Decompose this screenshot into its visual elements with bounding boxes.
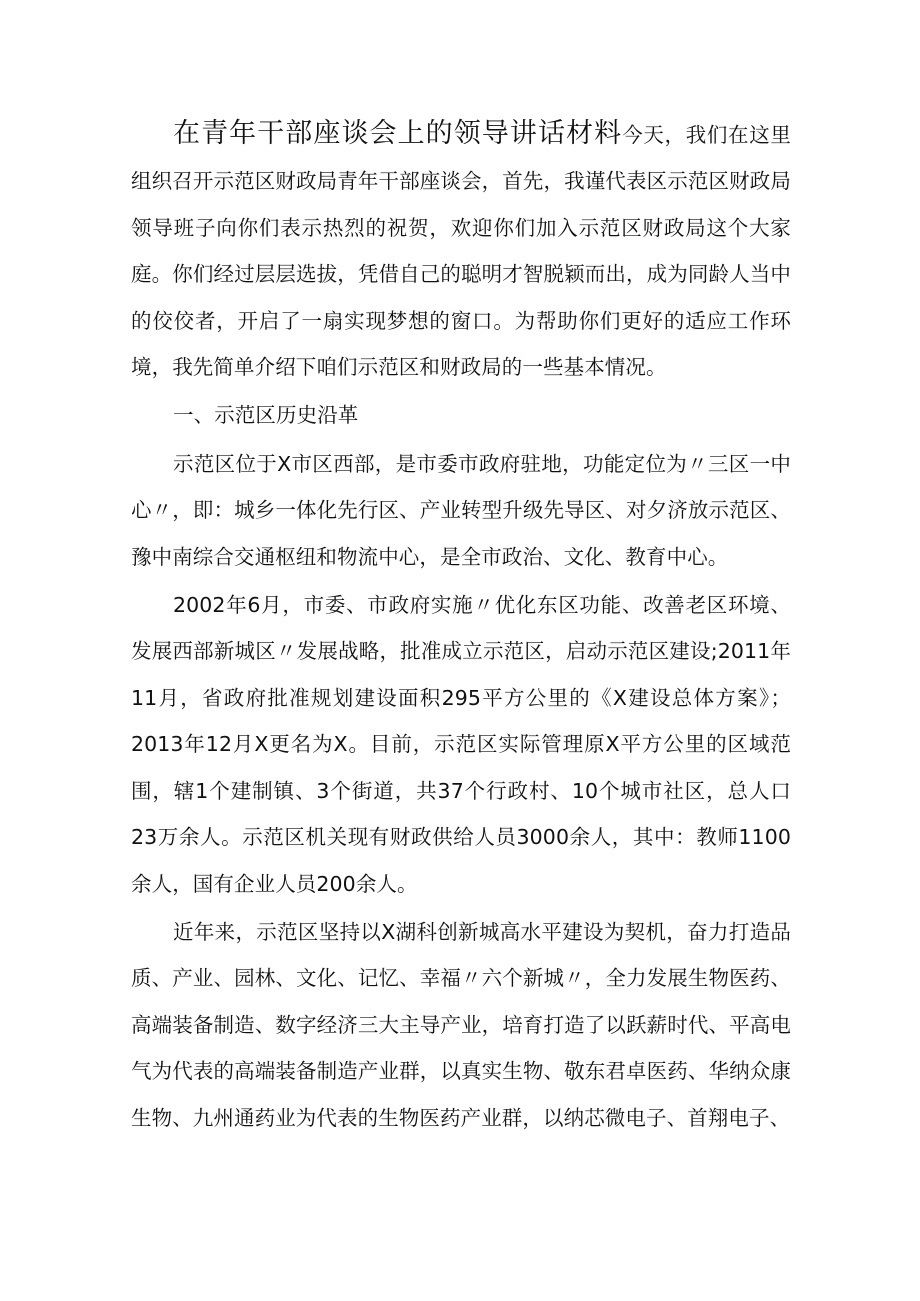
paragraph-4: 近年来，示范区坚持以X湖科创新城高水平建设为契机，奋力打造品质、产业、园林、文化、记忆、幸福〃六个新城〃，全力发展生物医药、高端装备制造、数字经济三大主导产业，培育打造了以跃薪时代、平高电气为代表的高端装备制造产业群，以真实生物、敬东君卓医药、华纳众康生物、九州通药业为代表的生物医药产业群，以纳芯微电子、首翔电子、 [131,919,791,1130]
paragraph-3: 2002年6月，市委、市政府实施〃优化东区功能、改善老区环境、发展西部新城区〃发展战略，批准成立示范区，启动示范区建设;2011年11月，省政府批准规划建设面积295平方公里的《X建设总体方案》；2013年12月X更名为X。目前，示范区实际管理原X平方公里的区域范围，辖1个建制镇、3个街道，共37个行政村、10个城市社区，总人口23万余人。示范区机关现有财政供给人员3000余人，其中：教师1100余人，国有企业人员200余人。 [131,593,791,896]
document-body [131,111,791,1141]
paragraph-1: 今天，我们在这里组织召开示范区财政局青年干部座谈会，首先，我谨代表区示范区财政局领导班子向你们表示热烈的祝贺，欢迎你们加入示范区财政局这个大家庭。你们经过层层选拔，凭借自己的聪明才智脱颖而出，成为同龄人当中的佼佼者，开启了一扇实现梦想的窗口。为帮助你们更好的适应工作环境，我先简单介绍下咱们示范区和财政局的一些基本情况。 [131,123,792,380]
document-title: 在青年干部座谈会上的领导讲话材料 [173,118,623,149]
paragraph-2: 示范区位于X市区西部，是市委市政府驻地，功能定位为〃三区一中心〃，即：城乡一体化先行区、产业转型升级先导区、对夕济放示范区、豫中南综合交通枢纽和物流中心，是全市政治、文化、教育中心。 [131,451,791,569]
section-heading: 一、示范区历史沿革 [173,403,359,428]
title-paragraph [131,111,791,390]
